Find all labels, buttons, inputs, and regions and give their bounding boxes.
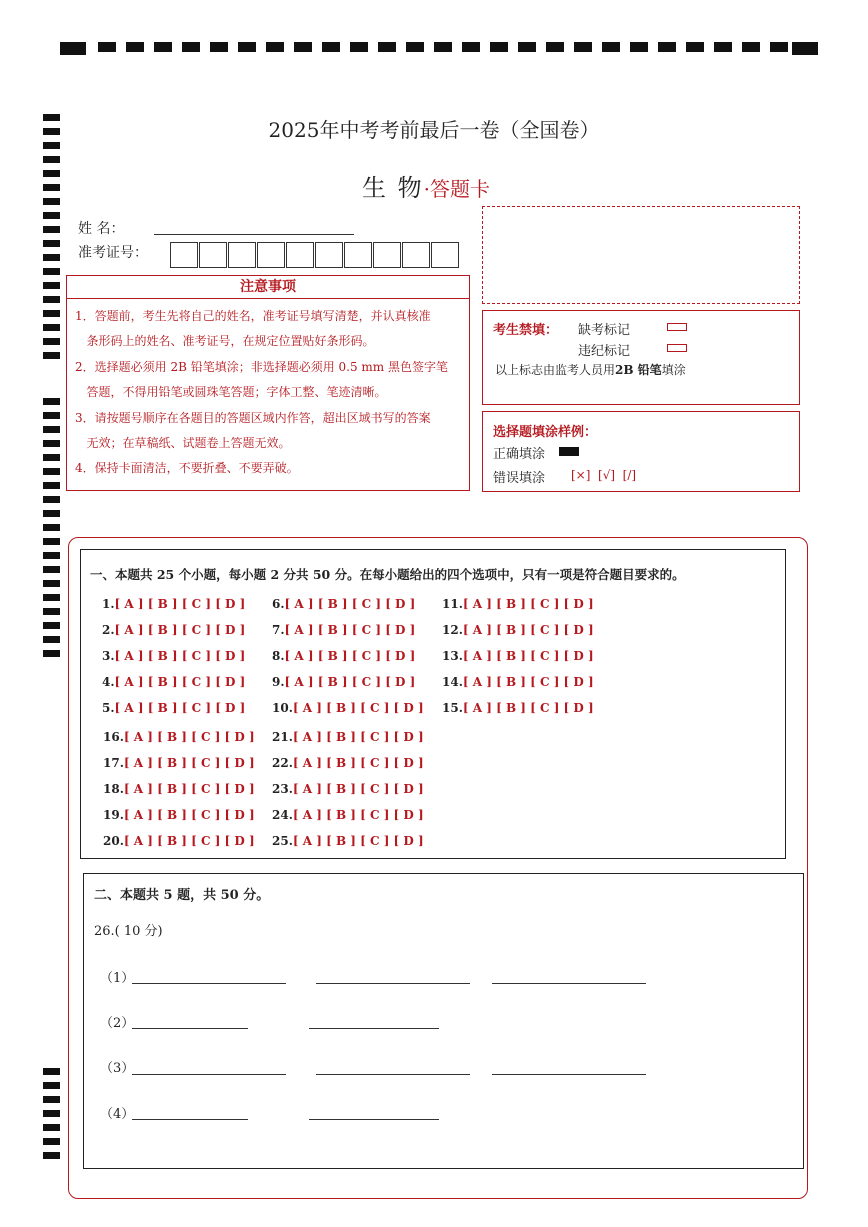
choice-question: [272, 834, 424, 848]
notice-line: 条形码上的姓名、准考证号，在规定位置贴好条形码。: [75, 334, 375, 348]
correct-fill-swatch: [559, 447, 579, 456]
question-number: 8.: [272, 649, 285, 663]
id-digit-box[interactable]: [431, 242, 459, 268]
violation-mark-box[interactable]: [667, 344, 687, 352]
id-digit-box[interactable]: [286, 242, 314, 268]
answer-options[interactable]: [ A ] [ B ] [ C ] [ D ]: [123, 808, 255, 822]
id-digit-box[interactable]: [344, 242, 372, 268]
name-field[interactable]: [154, 234, 354, 235]
answer-options[interactable]: [ A ] [ B ] [ C ] [ D ]: [292, 782, 424, 796]
section-2-box: [83, 873, 804, 1169]
choice-question: [102, 649, 245, 663]
answer-options[interactable]: [ A ] [ B ] [ C ] [ D ]: [114, 649, 246, 663]
answer-options[interactable]: [ A ] [ B ] [ C ] [ D ]: [284, 597, 416, 611]
barcode-area: [482, 206, 800, 304]
choice-question: [102, 675, 245, 689]
choice-question: [103, 756, 255, 770]
id-digit-box[interactable]: [402, 242, 430, 268]
question-number: 15.: [442, 701, 463, 715]
id-digit-box[interactable]: [315, 242, 343, 268]
exam-title: 2025年中考考前最后一卷（全国卷）: [268, 118, 600, 142]
answer-options[interactable]: [ A ] [ B ] [ C ] [ D ]: [123, 730, 255, 744]
answer-line[interactable]: [132, 983, 286, 984]
id-digit-box[interactable]: [199, 242, 227, 268]
choice-question: [272, 675, 415, 689]
answer-options[interactable]: [ A ] [ B ] [ C ] [ D ]: [284, 675, 416, 689]
id-digit-box[interactable]: [170, 242, 198, 268]
notice-box: [66, 299, 470, 491]
answer-line[interactable]: [132, 1074, 286, 1075]
id-digit-box[interactable]: [228, 242, 256, 268]
answer-options[interactable]: [ A ] [ B ] [ C ] [ D ]: [462, 675, 594, 689]
question-number: 6.: [272, 597, 285, 611]
notice-line: 4．保持卡面清洁，不要折叠、不要弄破。: [75, 461, 299, 475]
question-number: 22.: [272, 756, 293, 770]
choice-question: [102, 623, 245, 637]
question-number: 4.: [102, 675, 115, 689]
blank-label-2: （2）: [100, 1016, 135, 1031]
question-number: 23.: [272, 782, 293, 796]
notice-line: 1．答题前，考生先将自己的姓名，准考证号填写清楚，并认真核准: [75, 309, 431, 323]
absent-label: 缺考标记: [578, 323, 631, 338]
answer-options[interactable]: [ A ] [ B ] [ C ] [ D ]: [284, 623, 416, 637]
correct-fill-label: 正确填涂: [493, 447, 546, 462]
answer-options[interactable]: [ A ] [ B ] [ C ] [ D ]: [114, 701, 246, 715]
answer-options[interactable]: [ A ] [ B ] [ C ] [ D ]: [292, 756, 424, 770]
subject-title: [362, 168, 490, 203]
question-number: 18.: [103, 782, 124, 796]
answer-options[interactable]: [ A ] [ B ] [ C ] [ D ]: [114, 623, 246, 637]
id-digit-box[interactable]: [257, 242, 285, 268]
choice-question: [102, 701, 245, 715]
marks-note-suffix: 填涂: [661, 363, 686, 377]
section-1-heading: 一、本题共 25 个小题，每小题 2 分共 50 分。在每小题给出的四个选项中，只有一项是符合题目要求的。: [90, 567, 685, 582]
answer-options[interactable]: [ A ] [ B ] [ C ] [ D ]: [292, 701, 424, 715]
choice-question: [272, 782, 424, 796]
marks-note: [495, 361, 686, 378]
question-number: 25.: [272, 834, 293, 848]
question-number: 9.: [272, 675, 285, 689]
answer-line[interactable]: [492, 1074, 646, 1075]
choice-question: [442, 701, 594, 715]
choice-question: [272, 808, 424, 822]
choice-question: [103, 782, 255, 796]
answer-options[interactable]: [ A ] [ B ] [ C ] [ D ]: [114, 675, 246, 689]
blank-label-4: （4）: [100, 1107, 135, 1122]
answer-line[interactable]: [309, 1119, 439, 1120]
answer-line[interactable]: [316, 983, 470, 984]
answer-options[interactable]: [ A ] [ B ] [ C ] [ D ]: [462, 623, 594, 637]
question-number: 5.: [102, 701, 115, 715]
notice-title: 注意事项: [66, 275, 470, 299]
notice-line: 3．请按题号顺序在各题目的答题区域内作答，超出区域书写的答案: [75, 411, 431, 425]
notice-line: 答题，不得用铅笔或圆珠笔答题；字体工整、笔迹清晰。: [75, 385, 387, 399]
proctor-marks-box: [482, 310, 800, 405]
choice-question: [272, 623, 415, 637]
question-number: 16.: [103, 730, 124, 744]
fill-sample-box: [482, 411, 800, 492]
question-number: 24.: [272, 808, 293, 822]
answer-options[interactable]: [ A ] [ B ] [ C ] [ D ]: [114, 597, 246, 611]
answer-options[interactable]: [ A ] [ B ] [ C ] [ D ]: [123, 782, 255, 796]
marks-title: 考生禁填：: [493, 323, 559, 338]
answer-options[interactable]: [ A ] [ B ] [ C ] [ D ]: [123, 756, 255, 770]
question-number: 19.: [103, 808, 124, 822]
blank-label-1: （1）: [100, 971, 135, 986]
answer-line[interactable]: [309, 1028, 439, 1029]
choice-question: [442, 597, 594, 611]
answer-options[interactable]: [ A ] [ B ] [ C ] [ D ]: [462, 597, 594, 611]
answer-options[interactable]: [ A ] [ B ] [ C ] [ D ]: [284, 649, 416, 663]
answer-line[interactable]: [132, 1119, 248, 1120]
answer-options[interactable]: [ A ] [ B ] [ C ] [ D ]: [123, 834, 255, 848]
question-number: 21.: [272, 730, 293, 744]
answer-options[interactable]: [ A ] [ B ] [ C ] [ D ]: [292, 834, 424, 848]
question-number: 14.: [442, 675, 463, 689]
question-number: 11.: [442, 597, 463, 611]
choice-question: [103, 808, 255, 822]
choice-question: [272, 756, 424, 770]
sample-title: 选择题填涂样例：: [493, 425, 598, 440]
id-label: 准考证号：: [78, 245, 148, 261]
answer-options[interactable]: [ A ] [ B ] [ C ] [ D ]: [462, 701, 594, 715]
choice-question: [442, 649, 594, 663]
choice-question: [442, 623, 594, 637]
notice-line: 无效；在草稿纸、试题卷上答题无效。: [75, 436, 291, 450]
choice-question: [102, 597, 245, 611]
answer-line[interactable]: [316, 1074, 470, 1075]
question-number: 17.: [103, 756, 124, 770]
choice-question: [272, 730, 424, 744]
id-digit-box[interactable]: [373, 242, 401, 268]
notice-line: 2．选择题必须用 2B 铅笔填涂；非选择题必须用 0.5 mm 黑色签字笔: [75, 360, 449, 374]
wrong-fill-marks: [×] [√] [/]: [571, 468, 637, 482]
question-number: 3.: [102, 649, 115, 663]
answer-line[interactable]: [492, 983, 646, 984]
question-number: 7.: [272, 623, 285, 637]
subject-suffix: ·答题卡: [423, 177, 490, 201]
choice-question: [103, 834, 255, 848]
choice-question: [442, 675, 594, 689]
section-2-heading: 二、本题共 5 题，共 50 分。: [94, 888, 270, 903]
answer-line[interactable]: [132, 1028, 248, 1029]
choice-question: [103, 730, 255, 744]
question-number: 12.: [442, 623, 463, 637]
answer-options[interactable]: [ A ] [ B ] [ C ] [ D ]: [292, 808, 424, 822]
choice-question: [272, 701, 424, 715]
marks-note-bold: 2B 铅笔: [615, 363, 662, 377]
question-number: 13.: [442, 649, 463, 663]
question-number: 10.: [272, 701, 293, 715]
marks-note-prefix: 以上标志由监考人员用: [495, 363, 616, 377]
blank-label-3: （3）: [100, 1061, 135, 1076]
answer-options[interactable]: [ A ] [ B ] [ C ] [ D ]: [462, 649, 594, 663]
choice-question: [272, 597, 415, 611]
name-label: 姓 名：: [78, 221, 125, 237]
question-number: 20.: [103, 834, 124, 848]
subject-name: 生 物: [362, 174, 424, 202]
violation-label: 违纪标记: [578, 344, 631, 359]
question-26-label: 26.( 10 分): [94, 924, 163, 939]
question-number: 1.: [102, 597, 115, 611]
choice-question: [272, 649, 415, 663]
question-number: 2.: [102, 623, 115, 637]
absent-mark-box[interactable]: [667, 323, 687, 331]
answer-options[interactable]: [ A ] [ B ] [ C ] [ D ]: [292, 730, 424, 744]
wrong-fill-label: 错误填涂: [493, 471, 546, 486]
